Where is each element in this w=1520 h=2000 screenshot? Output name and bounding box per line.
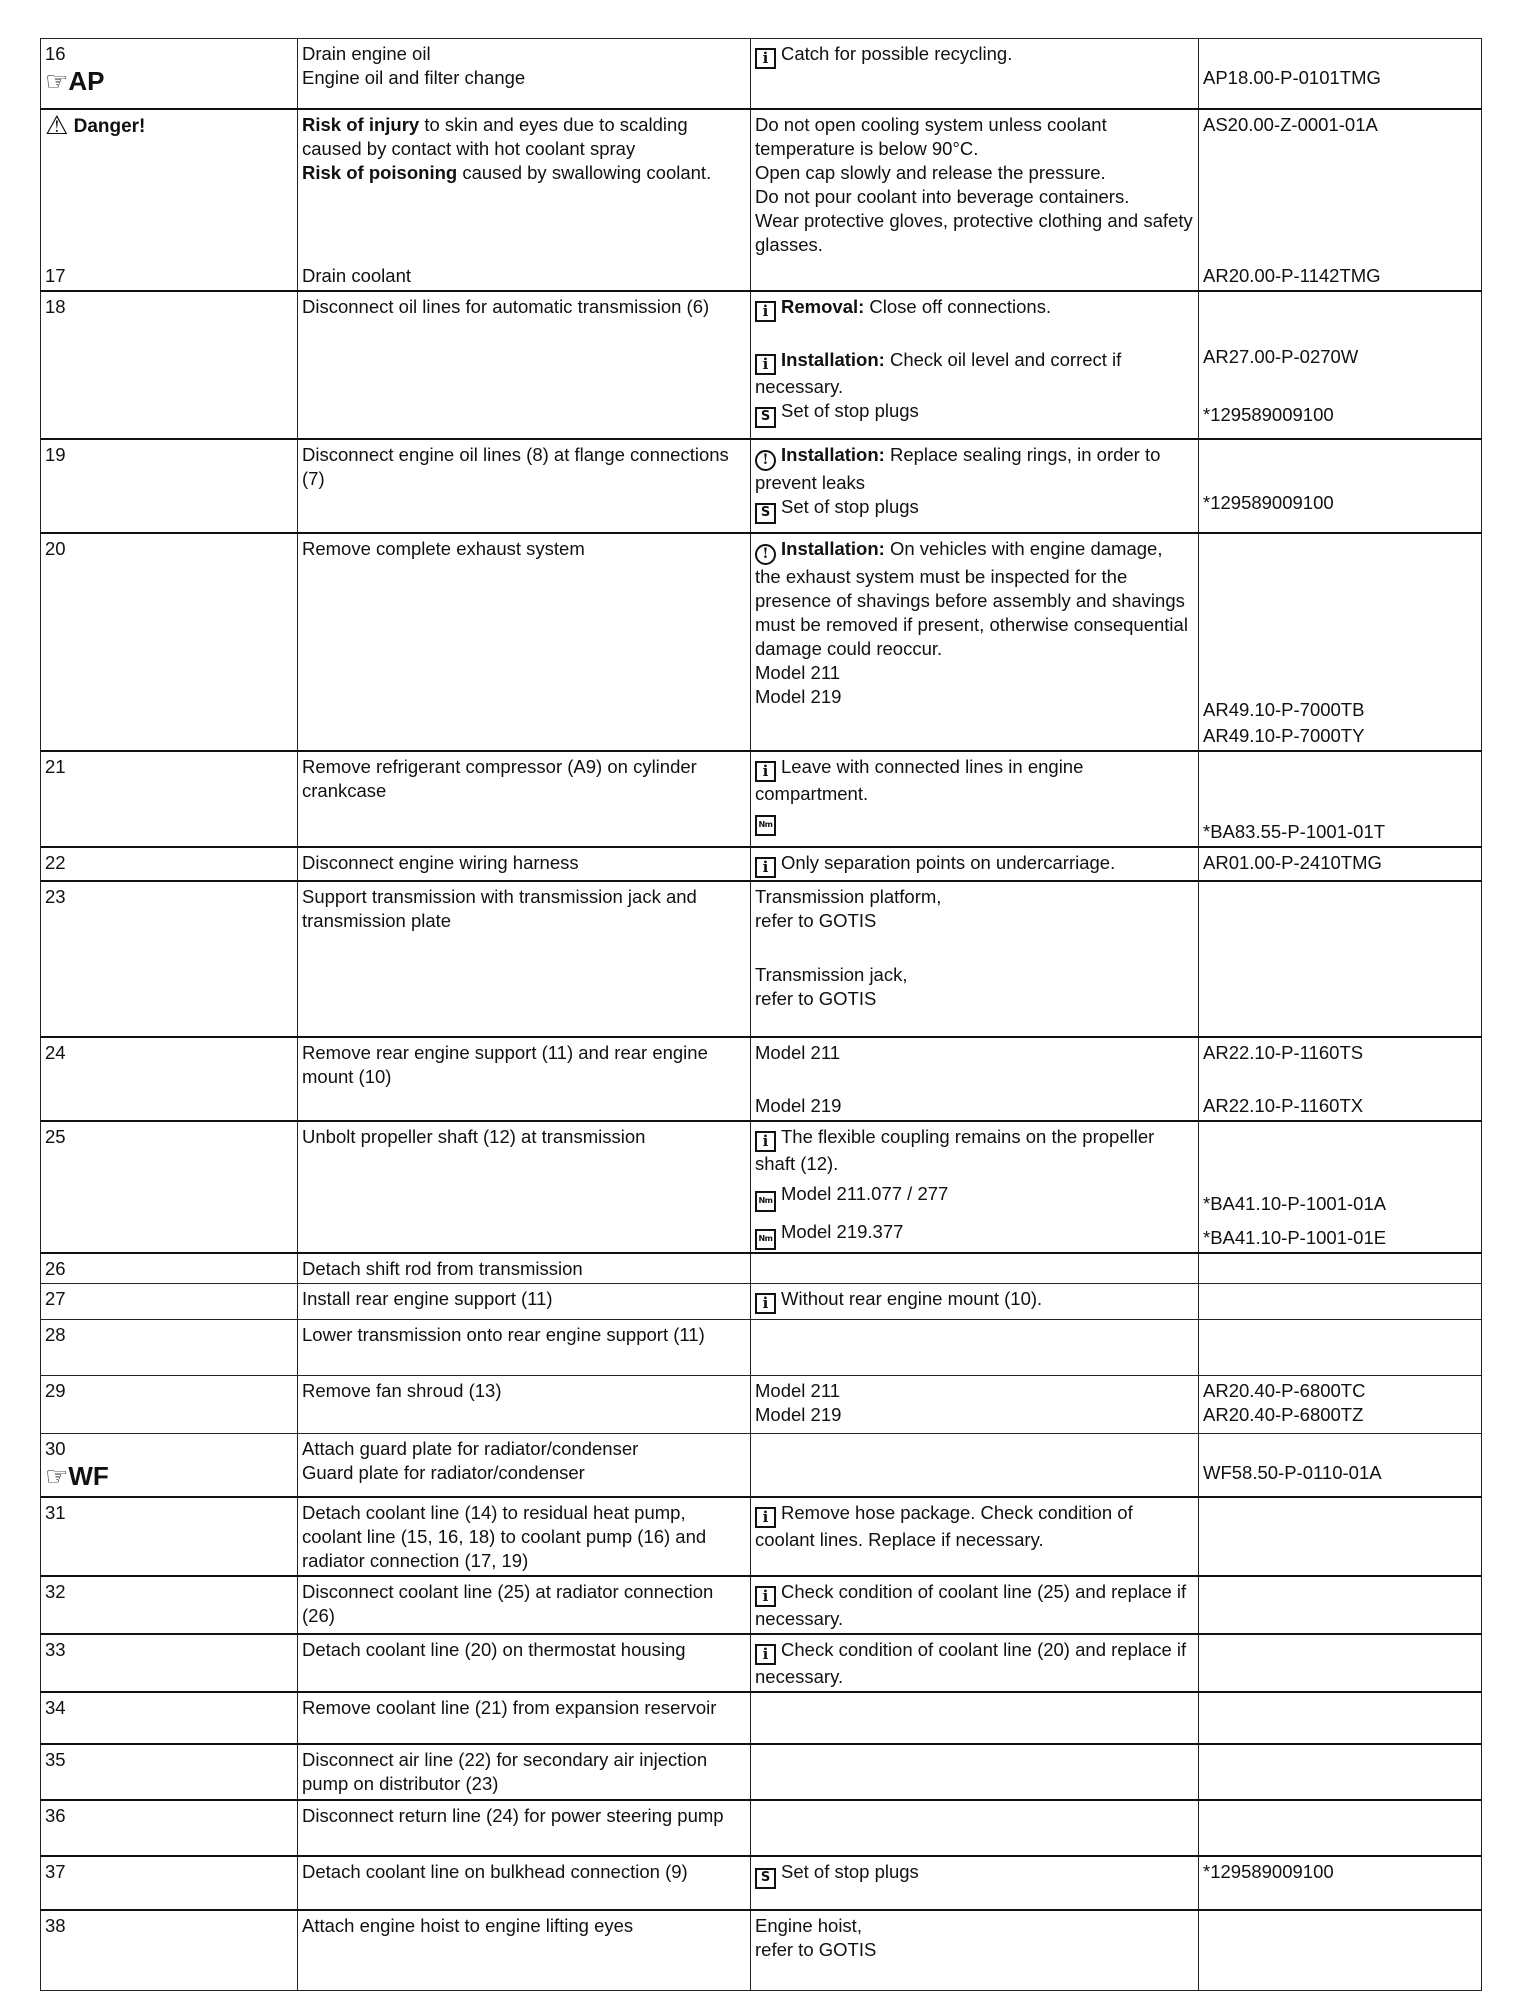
notes-cell — [751, 1800, 1199, 1856]
step-number: 22 — [45, 851, 66, 873]
reference-link[interactable]: AR20.00-P-1142TMG — [1203, 264, 1381, 286]
step-description: Remove complete exhaust system — [302, 537, 585, 559]
table-row — [41, 291, 1482, 439]
model-label: Model 211 — [755, 661, 841, 683]
step-number: 23 — [45, 885, 66, 907]
step-number: 30 — [45, 1437, 66, 1459]
gotis-reference: refer to GOTIS — [755, 1939, 877, 1960]
reference-cell — [1199, 1497, 1482, 1576]
notes-cell — [751, 39, 1199, 109]
step-description: Remove rear engine support (11) and rear engine mount (10) — [302, 1041, 708, 1087]
reference-cell — [1199, 439, 1482, 533]
step-number: 18 — [45, 295, 66, 317]
table-row — [41, 1319, 1482, 1375]
special-tool-icon: S — [755, 503, 776, 524]
table-row — [41, 847, 1482, 881]
procedure-table — [40, 38, 1482, 1991]
table-row — [41, 1744, 1482, 1800]
table-row — [41, 1121, 1482, 1253]
table-row — [41, 1253, 1482, 1284]
reference-cell — [1199, 291, 1482, 439]
step-description: Disconnect air line (22) for secondary air injection pump on distributor (23) — [302, 1749, 708, 1794]
table-row — [41, 39, 1482, 109]
warning-clock-icon: ! — [755, 450, 776, 471]
description-cell — [298, 1319, 751, 1375]
table-row — [41, 439, 1482, 533]
tool-reference-link[interactable]: *129589009100 — [1203, 403, 1334, 425]
description-cell — [298, 1283, 751, 1319]
notes-cell — [751, 533, 1199, 751]
wf-tag: ☞WF — [45, 1460, 109, 1491]
table-row — [41, 751, 1482, 847]
danger-label: ⚠ Danger! — [45, 109, 146, 140]
step-description: Remove fan shroud (13) — [302, 1379, 502, 1401]
notes-cell — [751, 1634, 1199, 1692]
reference-cell — [1199, 533, 1482, 751]
torque-nm-icon: Nm — [755, 1229, 776, 1250]
installation-note: ! Installation: On vehicles with engine damage, the exhaust system must be inspected for the presence of shavings before assembly and shavings must be removed if present, otherwise consequential damage could reoccur. — [755, 537, 1188, 659]
reference-cell — [1199, 1283, 1482, 1319]
equipment-note: Engine hoist, — [755, 1915, 862, 1936]
step-cell — [41, 109, 298, 291]
reference-cell — [1199, 847, 1482, 881]
model-label: Model 211 — [755, 1379, 841, 1401]
model-label: Model 211 — [755, 1041, 841, 1063]
reference-link[interactable]: AP18.00-P-0101TMG — [1203, 67, 1381, 88]
gotis-reference: refer to GOTIS — [755, 909, 877, 931]
step-description: Disconnect return line (24) for power steering pump — [302, 1805, 724, 1826]
table-row — [41, 1497, 1482, 1576]
info-note: Catch for possible recycling. — [781, 43, 1013, 64]
tool-note: S Set of stop plugs — [755, 495, 1193, 524]
table-row — [41, 533, 1482, 751]
info-icon: i — [755, 1586, 776, 1607]
table-row — [41, 109, 1482, 291]
step-description: Drain coolant — [302, 264, 412, 286]
tool-note: S Set of stop plugs — [755, 399, 1193, 428]
ap-tag: ☞AP — [45, 66, 105, 96]
safety-measure: Wear protective gloves, protective clothing and safety glasses. — [755, 209, 1193, 255]
notes-cell — [751, 1497, 1199, 1576]
step-cell — [41, 39, 298, 109]
torque-nm-icon: Nm — [755, 1191, 776, 1212]
step-description: Lower transmission onto rear engine support (11) — [302, 1323, 705, 1345]
notes-cell — [751, 1433, 1199, 1497]
info-note: Without rear engine mount (10). — [781, 1287, 1043, 1309]
description-cell — [298, 1800, 751, 1856]
table-row — [41, 1634, 1482, 1692]
table-row — [41, 1283, 1482, 1319]
torque-note: Nm Model 219.377 — [755, 1220, 1193, 1250]
step-description: Disconnect coolant line (25) at radiator connection (26) — [302, 1581, 714, 1626]
table-row — [41, 1037, 1482, 1121]
reference-link[interactable]: AR20.40-P-6800TC — [1203, 1379, 1366, 1401]
reference-link[interactable]: AR49.10-P-7000TB — [1203, 698, 1365, 720]
step-cell — [41, 1319, 298, 1375]
equipment-note: Transmission platform, — [755, 885, 942, 907]
step-cell — [41, 1121, 298, 1253]
step-number: 32 — [45, 1581, 66, 1602]
step-cell — [41, 1576, 298, 1634]
step-description: Detach coolant line (20) on thermostat housing — [302, 1639, 686, 1660]
gotis-reference: refer to GOTIS — [755, 987, 877, 1009]
pointing-hand-icon: ☞ — [45, 66, 69, 96]
model-label: Model 219 — [755, 1403, 842, 1425]
torque-reference-link[interactable]: *BA41.10-P-1001-01A — [1203, 1192, 1387, 1214]
description-cell — [298, 1375, 751, 1433]
reference-cell — [1199, 1253, 1482, 1284]
description-cell — [298, 291, 751, 439]
step-description: Unbolt propeller shaft (12) at transmission — [302, 1125, 646, 1147]
info-icon: i — [755, 761, 776, 782]
reference-cell — [1199, 1576, 1482, 1634]
info-icon: i — [755, 1507, 776, 1528]
reference-link[interactable]: AR01.00-P-2410TMG — [1203, 851, 1382, 873]
reference-cell — [1199, 1634, 1482, 1692]
info-icon: i — [755, 48, 776, 69]
reference-cell — [1199, 1856, 1482, 1910]
description-cell — [298, 751, 751, 847]
notes-cell — [751, 1576, 1199, 1634]
step-number: 36 — [45, 1805, 66, 1826]
step-cell — [41, 1253, 298, 1284]
info-note: Only separation points on undercarriage. — [781, 851, 1116, 873]
info-note: Remove hose package. Check condition of coolant lines. Replace if necessary. — [755, 1502, 1133, 1550]
step-number: 16 — [45, 43, 66, 64]
step-cell — [41, 881, 298, 1037]
step-cell — [41, 533, 298, 751]
reference-cell — [1199, 1800, 1482, 1856]
torque-reference-link[interactable]: *BA41.10-P-1001-01E — [1203, 1226, 1387, 1248]
table-row — [41, 1433, 1482, 1497]
equipment-note: Transmission jack, — [755, 963, 908, 985]
info-note: i The flexible coupling remains on the propeller shaft (12). — [755, 1125, 1155, 1174]
step-number: 19 — [45, 443, 66, 465]
description-cell — [298, 1497, 751, 1576]
step-number: 38 — [45, 1915, 66, 1936]
step-number: 21 — [45, 755, 66, 777]
description-cell — [298, 439, 751, 533]
step-description: Install rear engine support (11) — [302, 1287, 553, 1309]
step-number: 17 — [45, 264, 66, 286]
info-note: Check condition of coolant line (20) and replace if necessary. — [755, 1639, 1187, 1687]
description-cell — [298, 1037, 751, 1121]
step-cell — [41, 847, 298, 881]
table-row — [41, 1800, 1482, 1856]
danger-triangle-icon: ⚠ — [45, 109, 69, 140]
step-cell — [41, 1744, 298, 1800]
notes-cell — [751, 1910, 1199, 1990]
step-number: 20 — [45, 537, 66, 559]
reference-cell — [1199, 881, 1482, 1037]
step-cell — [41, 751, 298, 847]
step-description: Disconnect engine wiring harness — [302, 851, 579, 873]
reference-link[interactable]: AR20.40-P-6800TZ — [1203, 1403, 1364, 1425]
info-icon: i — [755, 857, 776, 878]
danger-risk-poisoning: Risk of poisoning caused by swallowing coolant. — [302, 161, 712, 183]
reference-link[interactable]: AR22.10-P-1160TS — [1203, 1041, 1364, 1063]
reference-cell — [1199, 1121, 1482, 1253]
reference-link[interactable]: AR49.10-P-7000TY — [1203, 724, 1365, 746]
step-number: 28 — [45, 1323, 66, 1345]
danger-risk-injury: Risk of injury to skin and eyes due to scalding caused by contact with hot coolant spray — [302, 113, 688, 159]
reference-cell — [1199, 1692, 1482, 1744]
step-number: 37 — [45, 1861, 66, 1882]
table-row — [41, 1910, 1482, 1990]
notes-cell — [751, 1253, 1199, 1284]
step-cell — [41, 1910, 298, 1990]
step-cell — [41, 1497, 298, 1576]
step-cell — [41, 291, 298, 439]
removal-note: i Removal: Close off connections. — [755, 295, 1193, 322]
step-cell — [41, 1375, 298, 1433]
table-row — [41, 1375, 1482, 1433]
safety-measure: Do not pour coolant into beverage containers. — [755, 185, 1130, 207]
step-cell — [41, 1856, 298, 1910]
description-cell — [298, 1692, 751, 1744]
description-cell — [298, 881, 751, 1037]
description-cell — [298, 1744, 751, 1800]
step-description: Remove coolant line (21) from expansion reservoir — [302, 1697, 717, 1718]
info-icon: i — [755, 1644, 776, 1665]
step-subdescription: Engine oil and filter change — [302, 67, 526, 88]
torque-note: Nm Model 211.077 / 277 — [755, 1182, 1193, 1212]
notes-cell — [751, 1375, 1199, 1433]
tool-note: Set of stop plugs — [781, 1861, 919, 1882]
notes-cell — [751, 1856, 1199, 1910]
reference-link[interactable]: WF58.50-P-0110-01A — [1203, 1461, 1382, 1483]
installation-note: i Installation: Check oil level and correct if necessary. — [755, 348, 1122, 397]
reference-link[interactable]: AR22.10-P-1160TX — [1203, 1094, 1364, 1116]
reference-cell — [1199, 1375, 1482, 1433]
step-description: Support transmission with transmission jack and transmission plate — [302, 885, 697, 931]
step-cell — [41, 1634, 298, 1692]
description-cell — [298, 533, 751, 751]
notes-cell — [751, 439, 1199, 533]
step-subdescription: Guard plate for radiator/condenser — [302, 1461, 585, 1483]
step-cell — [41, 439, 298, 533]
table-row — [41, 881, 1482, 1037]
info-icon: i — [755, 1293, 776, 1314]
reference-link[interactable]: AS20.00-Z-0001-01A — [1203, 113, 1378, 135]
step-cell — [41, 1433, 298, 1497]
info-icon: i — [755, 354, 776, 375]
description-cell — [298, 847, 751, 881]
torque-reference-link[interactable]: *BA83.55-P-1001-01T — [1203, 820, 1386, 842]
step-description: Detach coolant line (14) to residual heat pump, coolant line (15, 16, 18) to coolant pump (16) and radiator connection (17, 19) — [302, 1502, 707, 1571]
description-cell — [298, 1576, 751, 1634]
model-label: Model 219 — [755, 685, 842, 707]
reference-cell — [1199, 39, 1482, 109]
table-row — [41, 1576, 1482, 1634]
step-cell — [41, 1037, 298, 1121]
notes-cell — [751, 1692, 1199, 1744]
step-description: Attach engine hoist to engine lifting eyes — [302, 1915, 634, 1936]
reference-cell — [1199, 751, 1482, 847]
reference-cell — [1199, 109, 1482, 291]
reference-cell — [1199, 1319, 1482, 1375]
step-cell — [41, 1692, 298, 1744]
step-description: Attach guard plate for radiator/condenser — [302, 1437, 639, 1459]
notes-cell — [751, 1037, 1199, 1121]
step-cell — [41, 1800, 298, 1856]
step-cell — [41, 1283, 298, 1319]
table-row — [41, 1856, 1482, 1910]
step-number: 27 — [45, 1287, 66, 1309]
torque-nm-icon: Nm — [755, 815, 776, 836]
step-number: 24 — [45, 1041, 66, 1063]
notes-cell — [751, 881, 1199, 1037]
model-label: Model 219 — [755, 1094, 842, 1116]
info-note: i Leave with connected lines in engine compartment. — [755, 755, 1084, 804]
description-cell — [298, 39, 751, 109]
description-cell — [298, 1253, 751, 1284]
notes-cell — [751, 109, 1199, 291]
info-icon: i — [755, 1131, 776, 1152]
step-description: Disconnect engine oil lines (8) at flange connections (7) — [302, 443, 729, 489]
warning-clock-icon: ! — [755, 544, 776, 565]
description-cell — [298, 109, 751, 291]
safety-measure: Open cap slowly and release the pressure. — [755, 161, 1106, 183]
notes-cell — [751, 1744, 1199, 1800]
reference-cell — [1199, 1910, 1482, 1990]
reference-cell — [1199, 1037, 1482, 1121]
info-icon: i — [755, 301, 776, 322]
safety-measure: Do not open cooling system unless coolant temperature is below 90°C. — [755, 113, 1107, 159]
special-tool-icon: S — [755, 407, 776, 428]
installation-note: ! Installation: Replace sealing rings, in order to prevent leaks — [755, 443, 1161, 493]
notes-cell — [751, 1319, 1199, 1375]
description-cell — [298, 1433, 751, 1497]
step-number: 25 — [45, 1125, 66, 1147]
reference-cell — [1199, 1744, 1482, 1800]
notes-cell — [751, 751, 1199, 847]
tool-reference-link[interactable]: *129589009100 — [1203, 1861, 1334, 1882]
step-number: 35 — [45, 1749, 66, 1770]
notes-cell — [751, 847, 1199, 881]
reference-link[interactable]: AR27.00-P-0270W — [1203, 345, 1359, 367]
notes-cell — [751, 1283, 1199, 1319]
step-description: Remove refrigerant compressor (A9) on cylinder crankcase — [302, 755, 697, 801]
step-number: 26 — [45, 1257, 66, 1279]
notes-cell — [751, 291, 1199, 439]
step-description: Detach coolant line on bulkhead connection (9) — [302, 1861, 688, 1882]
description-cell — [298, 1634, 751, 1692]
description-cell — [298, 1856, 751, 1910]
special-tool-icon: S — [755, 1868, 776, 1889]
info-note: Check condition of coolant line (25) and replace if necessary. — [755, 1581, 1187, 1629]
reference-cell — [1199, 1433, 1482, 1497]
description-cell — [298, 1121, 751, 1253]
notes-cell — [751, 1121, 1199, 1253]
table-row — [41, 1692, 1482, 1744]
step-number: 29 — [45, 1379, 66, 1401]
description-cell — [298, 1910, 751, 1990]
step-number: 31 — [45, 1502, 66, 1523]
step-description: Drain engine oil — [302, 43, 431, 64]
step-description: Disconnect oil lines for automatic transmission (6) — [302, 295, 710, 317]
tool-reference-link[interactable]: *129589009100 — [1203, 491, 1334, 513]
step-number: 33 — [45, 1639, 66, 1660]
step-description: Detach shift rod from transmission — [302, 1257, 583, 1279]
step-number: 34 — [45, 1697, 66, 1718]
pointing-hand-icon: ☞ — [45, 1460, 69, 1491]
